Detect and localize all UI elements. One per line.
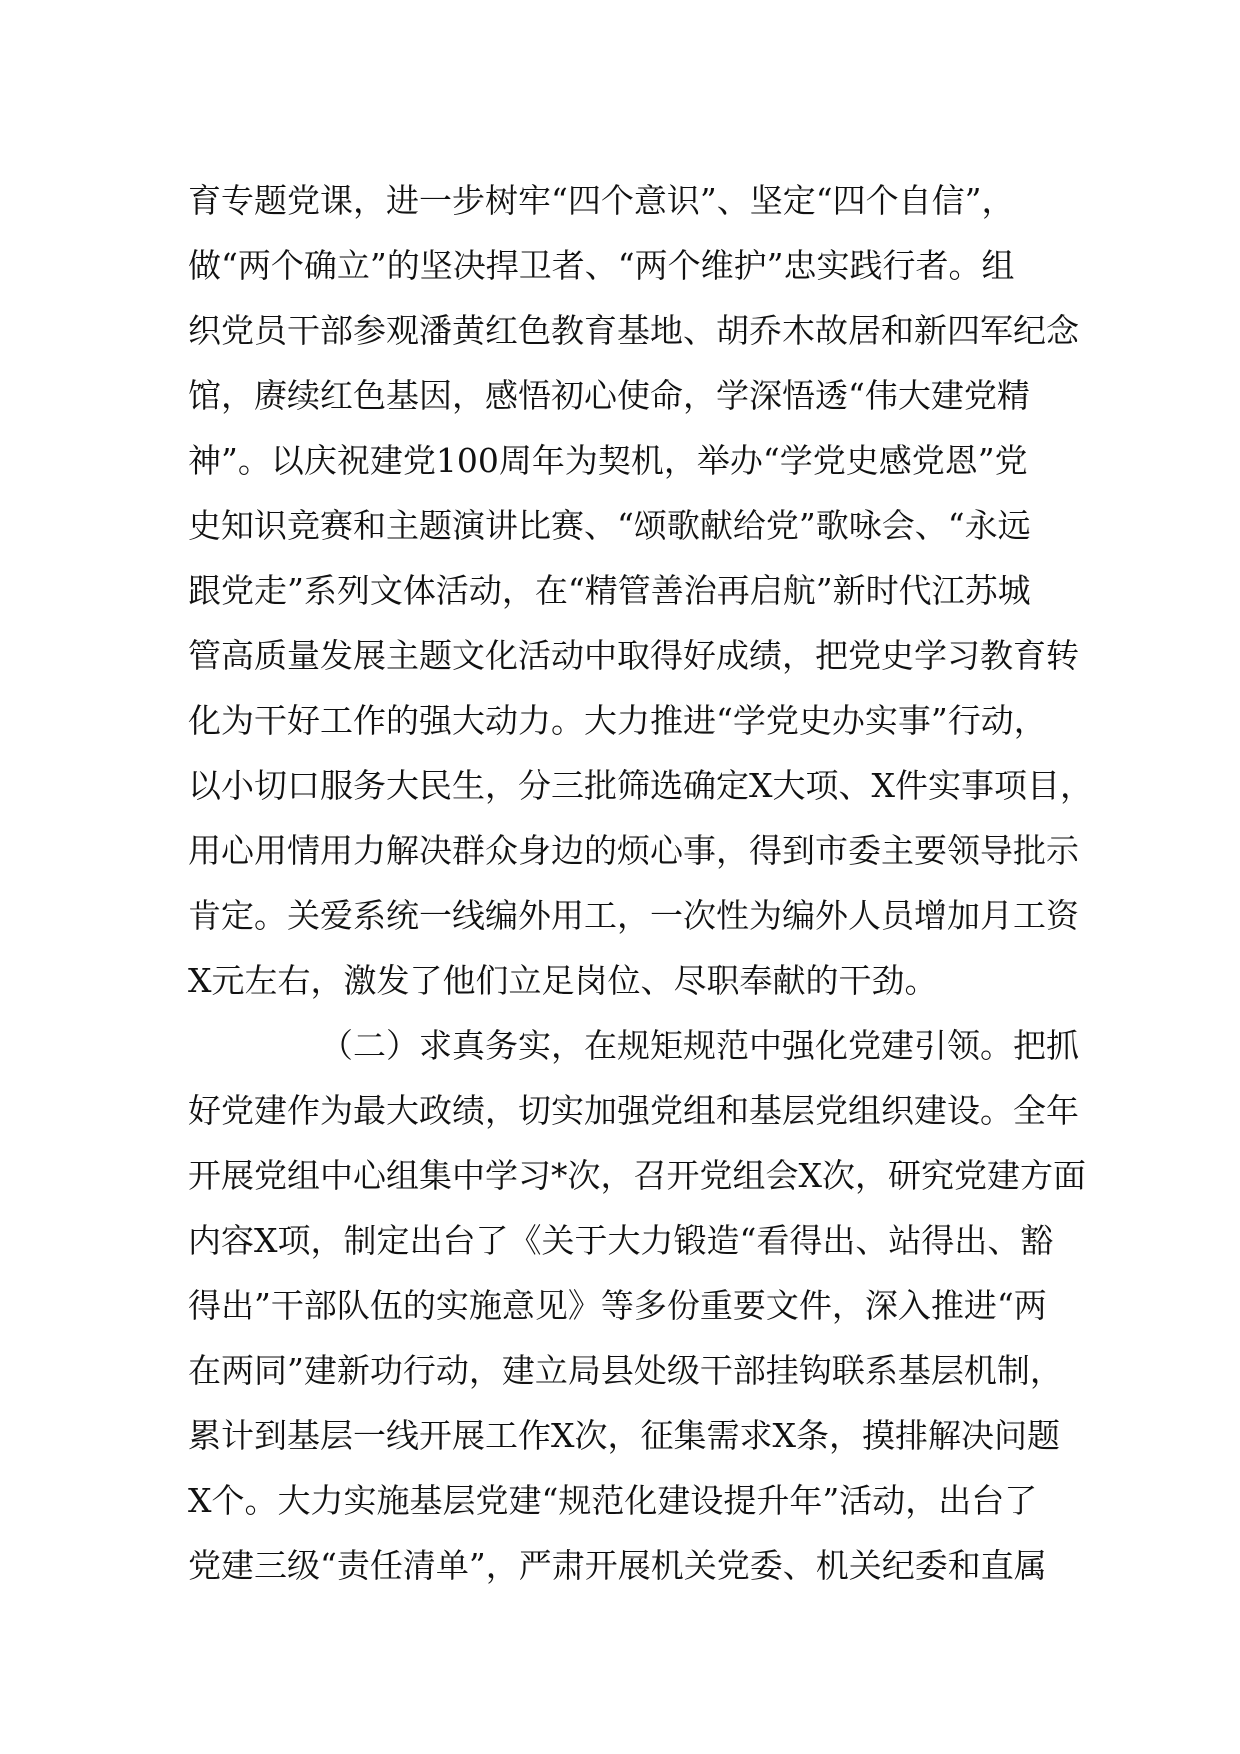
text-line: 在两同”建新功行动，建立局县处级干部挂钩联系基层机制， [188, 1351, 1063, 1390]
text-line: X元左右，激发了他们立足岗位、尽职奉献的干劲。 [188, 961, 938, 1000]
text-line: 做“两个确立”的坚决捍卫者、“两个维护”忠实践行者。组 [188, 246, 1015, 285]
text-line: 党建三级“责任清单”，严肃开展机关党委、机关纪委和直属 [188, 1546, 1047, 1585]
text-line: 肯定。关爱系统一线编外用工，一次性为编外人员增加月工资 [188, 896, 1079, 935]
text-line: 织党员干部参观潘黄红色教育基地、胡乔木故居和新四军纪念 [188, 311, 1079, 350]
text-line: X个。大力实施基层党建“规范化建设提升年”活动，出台了 [188, 1481, 1038, 1520]
text-line: 化为干好工作的强大动力。大力推进“学党史办实事”行动， [188, 701, 1047, 740]
text-line: 跟党走”系列文体活动，在“精管善治再启航”新时代江苏城 [188, 571, 1031, 610]
body-text [188, 168, 1093, 1598]
text-line: 累计到基层一线开展工作X次，征集需求X条，摸排解决问题 [188, 1416, 1060, 1455]
text-line: 神”。以庆祝建党100周年为契机，举办“学党史感党恩”党 [188, 441, 1028, 480]
section-heading-line: （二）求真务实，在规矩规范中强化党建引领。把抓 [320, 1026, 1079, 1065]
text-line: 开展党组中心组集中学习*次，召开党组会X次，研究党建方面 [188, 1156, 1086, 1195]
text-line: 育专题党课，进一步树牢“四个意识”、坚定“四个自信”， [188, 181, 1015, 220]
text-line: 史知识竞赛和主题演讲比赛、“颂歌献给党”歌咏会、“永远 [188, 506, 1031, 545]
text-line: 馆，赓续红色基因，感悟初心使命，学深悟透“伟大建党精 [188, 376, 1030, 415]
text-line: 好党建作为最大政绩，切实加强党组和基层党组织建设。全年 [188, 1091, 1079, 1130]
text-line: 管高质量发展主题文化活动中取得好成绩，把党史学习教育转 [188, 636, 1079, 675]
text-line: 以小切口服务大民生，分三批筛选确定X大项、X件实事项目， [188, 766, 1093, 805]
text-line: 用心用情用力解决群众身边的烦心事，得到市委主要领导批示 [188, 831, 1079, 870]
text-line: 得出”干部队伍的实施意见》等多份重要文件，深入推进“两 [188, 1286, 1047, 1325]
text-line: 内容X项，制定出台了《关于大力锻造“看得出、站得出、豁 [188, 1221, 1054, 1260]
